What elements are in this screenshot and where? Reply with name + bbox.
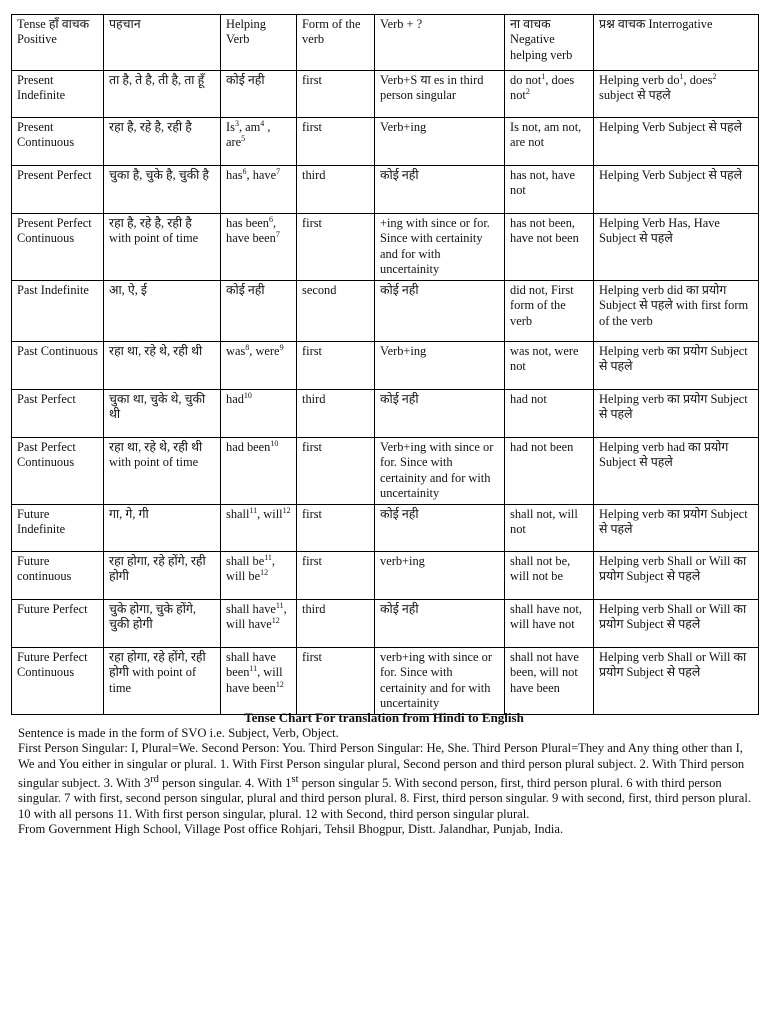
cell-tense: Future Perfect Continuous — [12, 648, 104, 715]
cell-helping-verb: कोई नही — [221, 281, 297, 342]
explanatory-notes — [18, 726, 753, 837]
cell-verb-rule: Verb+S या es in third person singular — [375, 71, 505, 118]
cell-identification: गा, गे, गी — [104, 505, 221, 552]
cell-identification: रहा था, रहे थे, रही थी — [104, 342, 221, 390]
cell-helping-verb: कोई नही — [221, 71, 297, 118]
table-row — [12, 552, 759, 600]
cell-verb-rule: कोई नही — [375, 281, 505, 342]
cell-tense: Past Continuous — [12, 342, 104, 390]
cell-verb-rule: +ing with since or for. Since with certainity and for with uncertainity — [375, 214, 505, 281]
cell-tense: Past Perfect Continuous — [12, 438, 104, 505]
cell-negative: had not — [505, 390, 594, 438]
cell-interrogative: Helping verb had का प्रयोग Subject से पहले — [594, 438, 759, 505]
header-cell-identification: पहचान — [104, 15, 221, 71]
cell-helping-verb: shall $be^{11}$, will $be^{12}$ — [221, 552, 297, 600]
cell-negative: shall not be, will not be — [505, 552, 594, 600]
cell-negative: did not, First form of the verb — [505, 281, 594, 342]
cell-verb-rule: Verb+ing — [375, 118, 505, 166]
cell-verb-rule: verb+ing — [375, 552, 505, 600]
cell-tense: Future Indefinite — [12, 505, 104, 552]
cell-verb-form: first — [297, 71, 375, 118]
cell-tense: Future Perfect — [12, 600, 104, 648]
cell-interrogative: Helping verb Shall or Will का प्रयोग Subject से पहले — [594, 600, 759, 648]
table-row — [12, 648, 759, 715]
cell-verb-form: first — [297, 438, 375, 505]
cell-interrogative: Helping Verb Subject से पहले — [594, 118, 759, 166]
cell-verb-form: first — [297, 648, 375, 715]
header-cell-verb-form: Form of the verb — [297, 15, 375, 71]
table-row — [12, 438, 759, 505]
cell-negative: do not$^1$, does not$^2$ — [505, 71, 594, 118]
cell-verb-rule: कोई नही — [375, 505, 505, 552]
cell-interrogative: Helping verb का प्रयोग Subject से पहले — [594, 505, 759, 552]
cell-tense: Present Indefinite — [12, 71, 104, 118]
cell-helping-verb: shall have been$^{11}$, will have been$^{12}$ — [221, 648, 297, 715]
cell-helping-verb: has been$^6$, have been$^7$ — [221, 214, 297, 281]
table-header-row — [12, 15, 759, 71]
cell-verb-rule: कोई नही — [375, 166, 505, 214]
table-row — [12, 342, 759, 390]
cell-identification: चुका था, चुके थे, चुकी थी — [104, 390, 221, 438]
cell-verb-form: first — [297, 342, 375, 390]
table-row — [12, 214, 759, 281]
cell-tense: Present Perfect Continuous — [12, 214, 104, 281]
cell-verb-form: first — [297, 552, 375, 600]
table-row — [12, 390, 759, 438]
cell-identification: रहा है, रहे है, रही है — [104, 118, 221, 166]
cell-verb-rule: Verb+ing with since or for. Since with certainity and for with uncertainity — [375, 438, 505, 505]
cell-interrogative: Helping verb did का प्रयोग Subject से पहले with first form of the verb — [594, 281, 759, 342]
cell-verb-form: first — [297, 214, 375, 281]
table-row — [12, 281, 759, 342]
cell-interrogative: Helping verb Shall or Will का प्रयोग Subject से पहले — [594, 552, 759, 600]
cell-verb-rule: कोई नही — [375, 600, 505, 648]
cell-verb-form: third — [297, 600, 375, 648]
cell-identification: चुके होगा, चुके होंगे, चुकी होगी — [104, 600, 221, 648]
cell-interrogative: Helping verb का प्रयोग Subject से पहले — [594, 342, 759, 390]
cell-tense: Present Perfect — [12, 166, 104, 214]
cell-verb-form: second — [297, 281, 375, 342]
cell-interrogative: Helping Verb Subject से पहले — [594, 166, 759, 214]
cell-helping-verb: shall have$^{11}$, will have$^{12}$ — [221, 600, 297, 648]
cell-negative: had not been — [505, 438, 594, 505]
cell-verb-form: first — [297, 505, 375, 552]
notes-line-source: From Government High School, Village Post office Rohjari, Tehsil Bhogpur, Distt. Jalandhar, Punjab, India. — [18, 821, 564, 836]
cell-negative: has not, have not — [505, 166, 594, 214]
cell-identification: ता है, ते है, ती है, ता हूँ — [104, 71, 221, 118]
cell-negative: shall not, will not — [505, 505, 594, 552]
notes-paragraph-persons: First Person Singular: I, Plural=We. Second Person: You. Third Person Singular: He, She. Third Person Plural=They and Any thing other than I, We and You either in singular or plural. 1. With First Person singular plural, Second person and third person plural subject. 2. With Third person singular subject. 3. With 3rd person singular. 4. With 1st person singular 5. With second person, first, third person plural. 6 with third person singular. 7 with first, second person singular, plural and third person plural. 8. First, third person singular. 9 with second, first, third person plural. 10 with all persons 11. With first person singular, plural. 12 with Second, third person singular plural. — [18, 741, 751, 821]
cell-helping-verb: Is$^3$, $am^4$ , are$^5$ — [221, 118, 297, 166]
cell-negative: shall not have been, will not have been — [505, 648, 594, 715]
cell-helping-verb: was$^8$, were$^9$ — [221, 342, 297, 390]
header-cell-negative: ना वाचक Negative helping verb — [505, 15, 594, 71]
cell-helping-verb: had$^{10}$ — [221, 390, 297, 438]
cell-negative: shall have not, will have not — [505, 600, 594, 648]
header-cell-tense: Tense हाँ वाचक Positive — [12, 15, 104, 71]
cell-tense: Past Perfect — [12, 390, 104, 438]
cell-interrogative: Helping verb Shall or Will का प्रयोग Subject से पहले — [594, 648, 759, 715]
cell-helping-verb: has$^6$, have$^7$ — [221, 166, 297, 214]
cell-verb-form: third — [297, 166, 375, 214]
cell-interrogative: Helping Verb Has, Have Subject से पहले — [594, 214, 759, 281]
cell-negative: was not, were not — [505, 342, 594, 390]
cell-identification: आ, ऐ, ई — [104, 281, 221, 342]
cell-identification: रहा होगा, रहे होंगे, रही होगी with point of time — [104, 648, 221, 715]
cell-identification: रहा था, रहे थे, रही थी with point of time — [104, 438, 221, 505]
header-cell-verb-rule: Verb + ? — [375, 15, 505, 71]
cell-verb-form: first — [297, 118, 375, 166]
cell-identification: चुका है, चुके है, चुकी है — [104, 166, 221, 214]
cell-identification: रहा होगा, रहे होंगे, रही होगी — [104, 552, 221, 600]
cell-tense: Past Indefinite — [12, 281, 104, 342]
cell-interrogative: Helping verb का प्रयोग Subject से पहले — [594, 390, 759, 438]
tense-chart-table — [11, 14, 759, 715]
table-row — [12, 505, 759, 552]
header-cell-helping-verb: Helping Verb — [221, 15, 297, 71]
cell-identification: रहा है, रहे है, रही है with point of time — [104, 214, 221, 281]
table-row — [12, 600, 759, 648]
cell-negative: Is not, am not, are not — [505, 118, 594, 166]
cell-helping-verb: shall$^{11}$, will$^{12}$ — [221, 505, 297, 552]
table-caption: Tense Chart For translation from Hindi to English — [244, 710, 524, 725]
table-row — [12, 118, 759, 166]
cell-verb-form: third — [297, 390, 375, 438]
cell-negative: has not been, have not been — [505, 214, 594, 281]
tense-chart-body — [12, 15, 759, 715]
table-row — [12, 71, 759, 118]
cell-verb-rule: Verb+ing — [375, 342, 505, 390]
cell-helping-verb: had been$^{10}$ — [221, 438, 297, 505]
cell-verb-rule: verb+ing with since or for. Since with certainity and for with uncertainity — [375, 648, 505, 715]
table-row — [12, 166, 759, 214]
cell-interrogative: Helping verb $do^1$, does$^2$ subject से पहले — [594, 71, 759, 118]
notes-line-svo: Sentence is made in the form of SVO i.e. Subject, Verb, Object. — [18, 726, 339, 740]
cell-verb-rule: कोई नही — [375, 390, 505, 438]
cell-tense: Future continuous — [12, 552, 104, 600]
cell-tense: Present Continuous — [12, 118, 104, 166]
header-cell-interrogative: प्रश्न वाचक Interrogative — [594, 15, 759, 71]
